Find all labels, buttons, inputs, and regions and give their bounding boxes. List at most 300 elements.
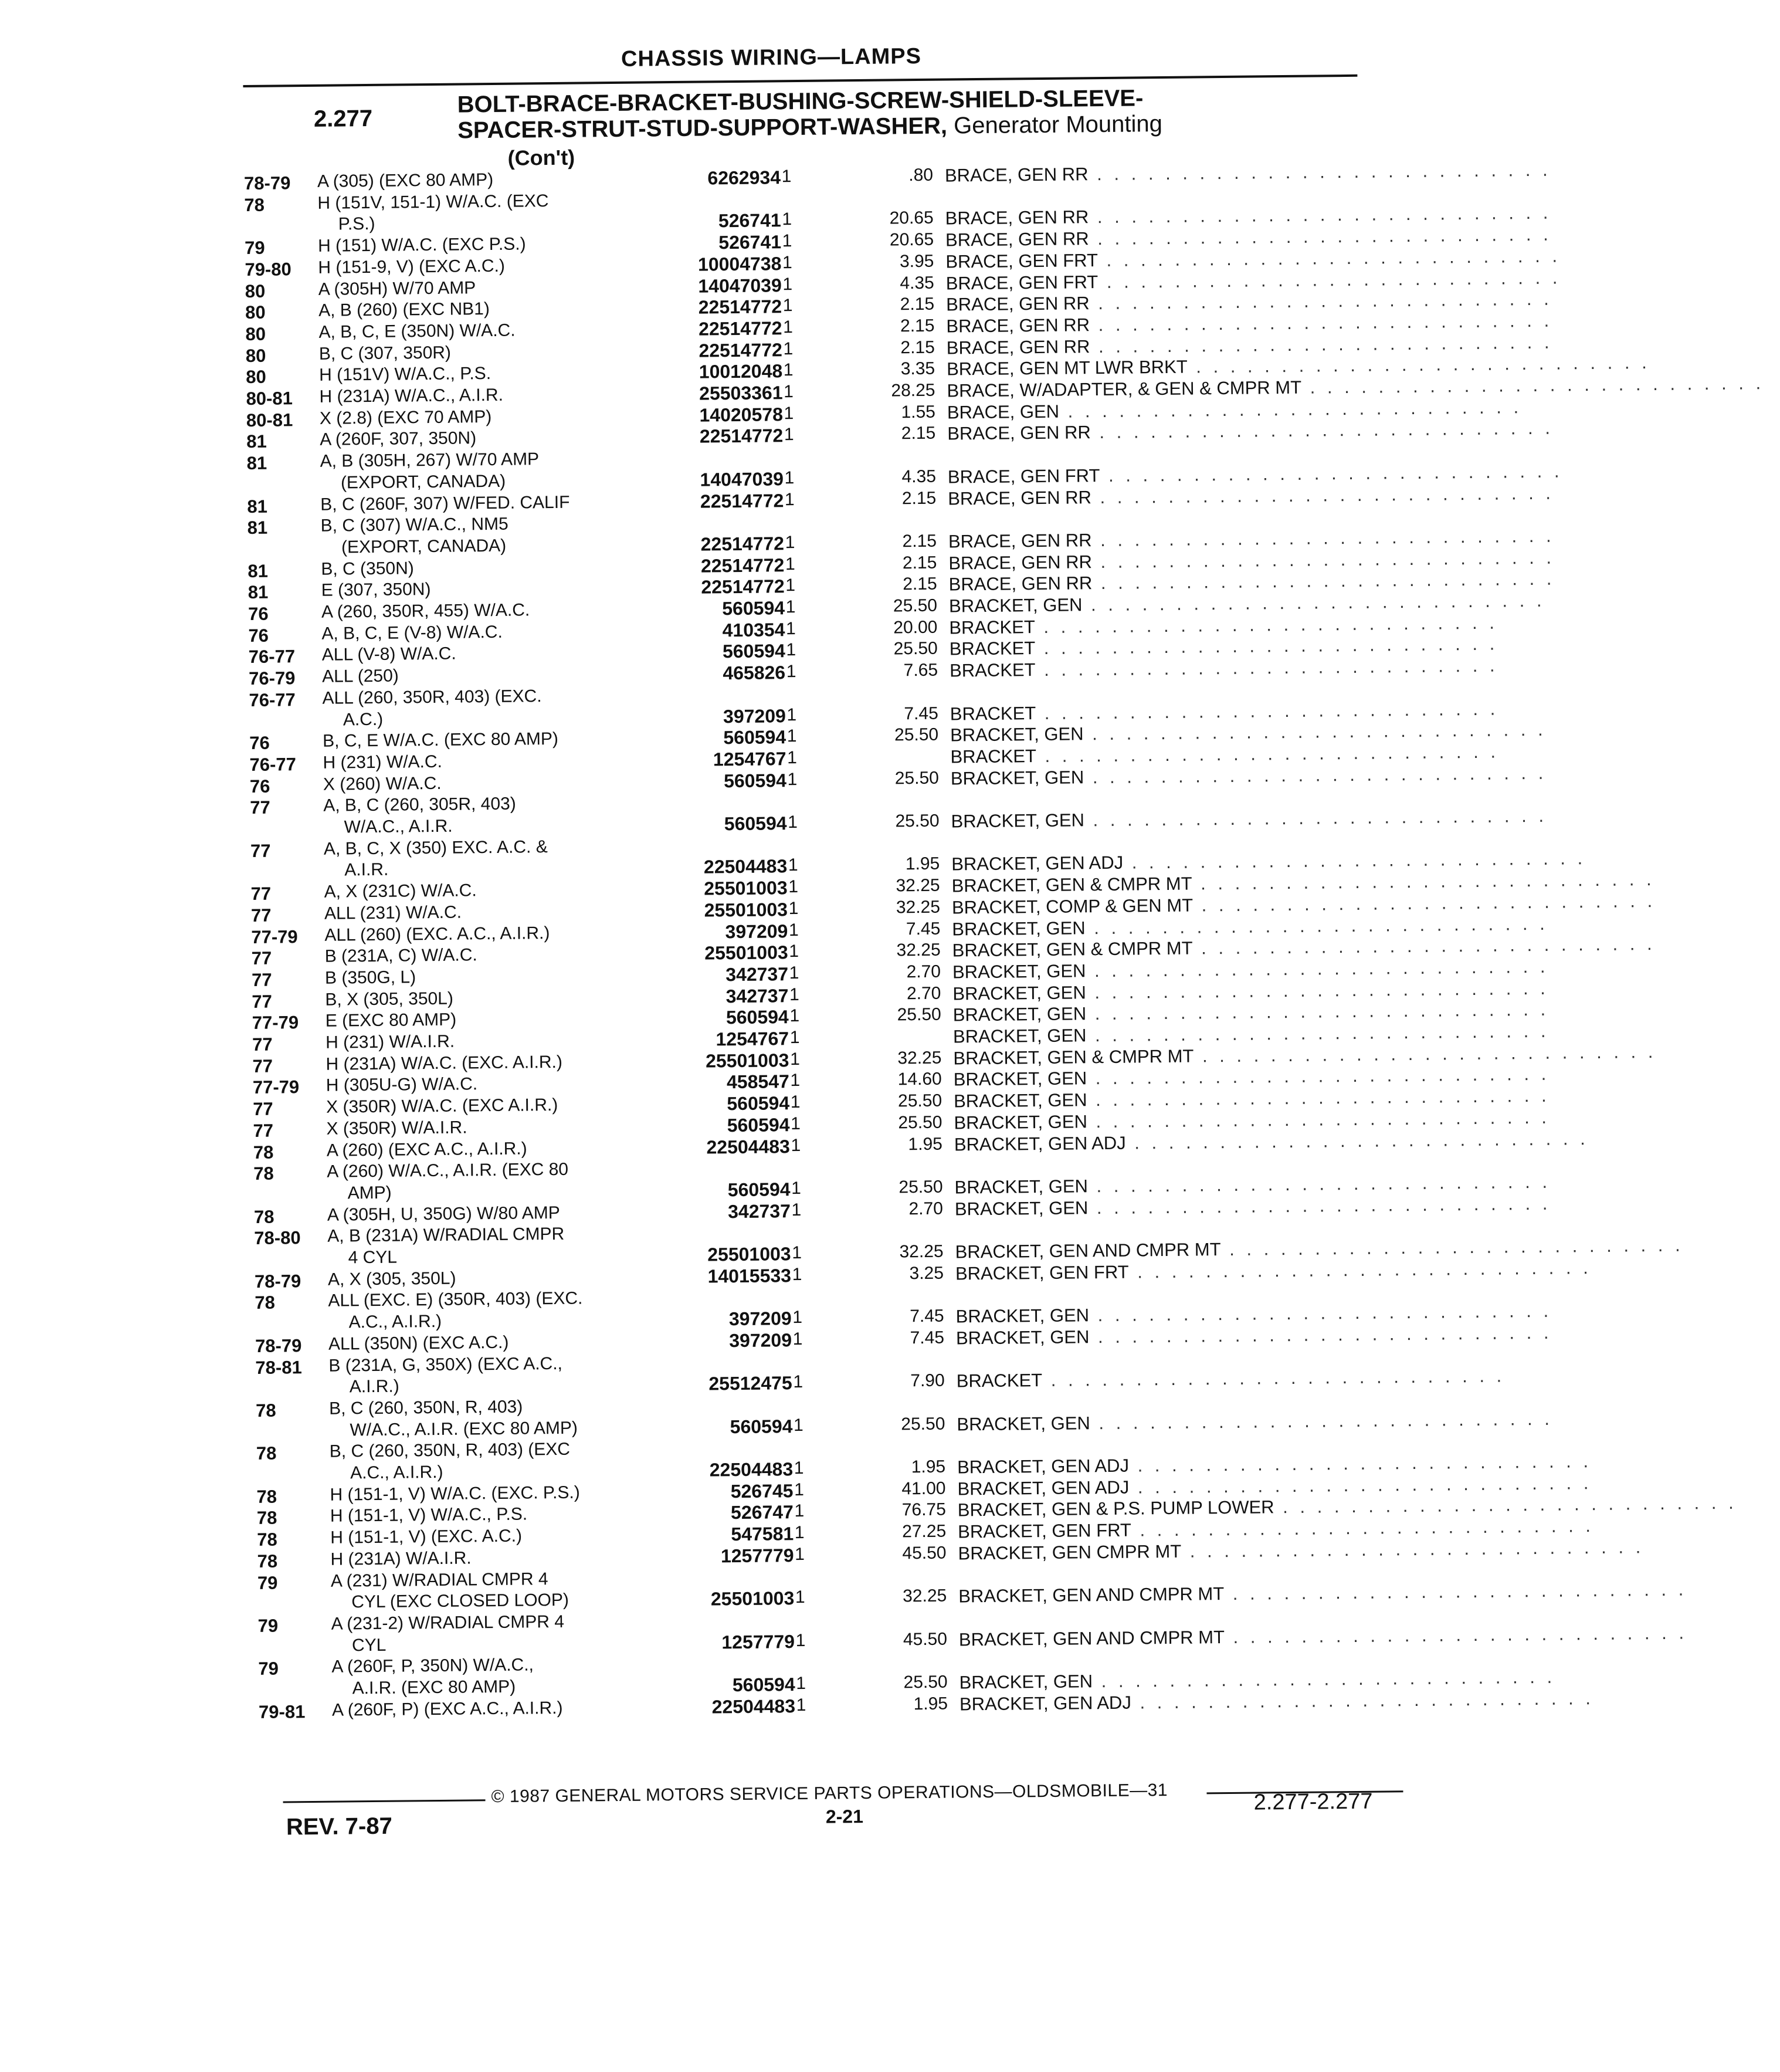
application-text: A, B (260) (EXC NB1) (318, 299, 490, 321)
application-text: B, C (260, 350N, R, 403) (EXC (329, 1440, 571, 1462)
part-number: 25501003 (707, 1243, 791, 1265)
application-text: B, C, E W/A.C. (EXC 80 AMP) (323, 729, 559, 751)
part-description-text: BRACE, GEN FRT (947, 465, 1100, 487)
price: 7.45 (910, 1328, 945, 1348)
part-description-text: BRACKET, GEN (959, 1671, 1093, 1693)
part-description (954, 1128, 1589, 1155)
model-year: 79-81 (258, 1701, 306, 1722)
model-year: 79-80 (245, 259, 291, 280)
model-year: 78 (253, 1206, 274, 1227)
quantity: 1 (788, 898, 799, 918)
part-description (958, 1515, 1595, 1543)
application-text: A.I.R. (EXC 80 AMP) (352, 1677, 516, 1698)
dot-leader: . . . . . . . . . . . . . . . . . . . . . . . . . . . (1129, 1472, 1592, 1498)
model-year: 78 (244, 194, 265, 215)
part-number: 342737 (725, 963, 789, 986)
application-text: A, B, C, E (350N) W/A.C. (318, 320, 516, 342)
part-description-text: BRACE, GEN RR (948, 551, 1093, 574)
quantity: 1 (789, 1006, 800, 1026)
part-description-text: BRACKET, GEN (955, 1326, 1090, 1349)
dot-leader: . . . . . . . . . . . . . . . . . . . . . . . . . . . (1089, 224, 1552, 249)
part-number: 560594 (722, 597, 785, 619)
section-title-line1: BOLT-BRACE-BRACKET-BUSHING-SCREW-SHIELD-SLEEVE- (457, 85, 1144, 118)
part-number: 25501003 (704, 877, 788, 899)
price: 32.25 (899, 1241, 944, 1262)
part-number: 22514772 (699, 425, 784, 447)
model-year: 78-79 (243, 172, 291, 194)
part-description (952, 999, 1550, 1026)
model-year: 78-80 (254, 1227, 301, 1249)
model-year: 78 (257, 1550, 278, 1572)
part-description-text: BRACKET, GEN CMPR MT (958, 1541, 1182, 1564)
price: 2.15 (901, 488, 937, 508)
price: 2.70 (906, 961, 941, 982)
part-description (952, 933, 1656, 961)
model-year: 77 (253, 1098, 273, 1120)
application-text: E (307, 350N) (321, 580, 431, 601)
part-description-text: BRACKET, GEN (953, 1089, 1087, 1112)
quantity: 1 (782, 209, 792, 229)
price: 2.15 (900, 294, 935, 314)
model-year: 78 (255, 1292, 276, 1313)
quantity: 1 (795, 1544, 805, 1564)
part-description (947, 396, 1523, 423)
price: 3.25 (909, 1263, 944, 1283)
model-year: 77 (250, 883, 272, 905)
application-text: A.C.) (343, 709, 384, 729)
dot-leader: . . . . . . . . . . . . . . . . . . . . . . . . . . . (1086, 999, 1550, 1024)
price: 20.00 (893, 617, 938, 638)
model-year: 78 (256, 1443, 277, 1464)
application-text: ALL (V-8) W/A.C. (321, 644, 456, 665)
quantity: 1 (786, 726, 797, 746)
part-description-text: BRACKET, GEN & CMPR MT (953, 1045, 1194, 1069)
application-text: H (231) W/A.I.R. (325, 1031, 455, 1052)
application-text: ALL (260, 350R, 403) (EXC. (322, 686, 542, 708)
part-description (945, 224, 1552, 251)
quantity: 1 (784, 403, 794, 423)
model-year: 76-79 (249, 668, 296, 689)
part-number: 547581 (731, 1523, 794, 1545)
quantity: 1 (791, 1178, 802, 1198)
price: 25.50 (899, 1177, 943, 1197)
part-description-text: BRACKET (949, 638, 1036, 659)
application-text: B (350G, L) (324, 967, 416, 988)
part-number: 560594 (727, 1092, 790, 1115)
model-year: 81 (247, 517, 268, 539)
model-year: 77 (251, 969, 272, 990)
model-year: 79 (244, 237, 265, 259)
part-description-text: BRACKET (956, 1370, 1043, 1392)
part-number: 22504483 (706, 1135, 791, 1158)
dot-leader: . . . . . . . . . . . . . . . . . . . . . . . . . . . (1192, 869, 1655, 894)
model-year: 80 (246, 366, 266, 388)
part-description (951, 869, 1655, 897)
part-number: 342737 (727, 1200, 791, 1222)
dot-leader: . . . . . . . . . . . . . . . . . . . . . . . . . . . (1035, 633, 1498, 659)
dot-leader: . . . . . . . . . . . . . . . . . . . . . . . . . . . (1128, 1257, 1592, 1282)
part-number: 1254767 (713, 748, 786, 770)
model-year: 77 (252, 991, 273, 1012)
price: 7.45 (910, 1306, 944, 1326)
application-text: H (151-1, V) W/A.C. (EXC. P.S.) (330, 1482, 580, 1505)
dot-leader: . . . . . . . . . . . . . . . . . . . . . . . . . . . (1089, 202, 1552, 228)
quantity: 1 (789, 963, 799, 983)
application-text: A (260F, 307, 350N) (320, 428, 477, 450)
part-number: 560594 (723, 726, 786, 749)
application-text: X (2.8) (EXC 70 AMP) (319, 407, 492, 428)
dot-leader: . . . . . . . . . . . . . . . . . . . . . . . . . . . (1092, 568, 1555, 594)
part-description-text: BRACKET, GEN (952, 981, 1086, 1004)
quantity: 1 (784, 468, 795, 488)
part-description-text: BRACKET, GEN (948, 594, 1083, 617)
price: 1.95 (911, 1457, 946, 1477)
dot-leader: . . . . . . . . . . . . . . . . . . . . . . . . . . . (1036, 698, 1499, 723)
dot-leader: . . . . . . . . . . . . . . . . . . . . . . . . . . . (1088, 1193, 1551, 1218)
part-description (946, 352, 1650, 380)
quantity: 1 (792, 1329, 803, 1349)
part-description (949, 612, 1498, 638)
dot-leader: . . . . . . . . . . . . . . . . . . . . . . . . . . . (1220, 1234, 1684, 1260)
model-year: 76-77 (248, 646, 296, 668)
quantity: 1 (794, 1523, 805, 1543)
quantity: 1 (785, 554, 795, 574)
quantity: 1 (796, 1673, 806, 1694)
application-text: B (231A, C) W/A.C. (324, 945, 477, 966)
dot-leader: . . . . . . . . . . . . . . . . . . . . . . . . . . . (1082, 590, 1545, 615)
application-text: H (151V, 151-1) W/A.C. (EXC (317, 191, 549, 213)
model-year: 77 (251, 947, 272, 969)
part-number: 25501003 (710, 1587, 795, 1610)
price: 2.15 (901, 424, 936, 443)
part-number: 14047039 (700, 468, 784, 490)
dot-leader: . . . . . . . . . . . . . . . . . . . . . . . . . . . (1086, 1020, 1550, 1046)
part-number: 397209 (725, 920, 788, 942)
application-text: A (260) (EXC A.C., A.I.R.) (326, 1138, 527, 1160)
dot-leader: . . . . . . . . . . . . . . . . . . . . . . . . . . . (1087, 1171, 1551, 1197)
part-description-text: BRACKET, GEN (954, 1197, 1089, 1220)
model-year: 76 (248, 625, 269, 646)
application-text: B, X (305, 350L) (325, 988, 454, 1010)
price: 2.70 (908, 1198, 944, 1218)
part-number: 560594 (732, 1674, 795, 1696)
price: 25.50 (894, 724, 939, 745)
price: 1.95 (905, 854, 940, 874)
application-text: A, X (231C) W/A.C. (324, 881, 477, 902)
part-description (947, 373, 1765, 402)
part-number: 560594 (727, 1113, 790, 1136)
part-number: 22514772 (698, 317, 782, 340)
quantity: 1 (787, 769, 798, 789)
section-continued: (Con't) (507, 145, 575, 170)
part-number: 560594 (730, 1415, 793, 1437)
part-number: 22504483 (711, 1695, 796, 1718)
dot-leader: . . . . . . . . . . . . . . . . . . . . . . . . . . . (1090, 418, 1554, 443)
part-description-text: BRACKET, GEN (952, 1025, 1087, 1047)
dot-leader: . . . . . . . . . . . . . . . . . . . . . . . . . . . (1036, 741, 1500, 767)
model-year: 78 (256, 1486, 277, 1507)
quantity: 1 (781, 167, 792, 187)
part-description (958, 1536, 1645, 1564)
dot-leader: . . . . . . . . . . . . . . . . . . . . . . . . . . . (1089, 1300, 1552, 1326)
part-description-text: BRACE, GEN RR (946, 314, 1090, 337)
part-description (951, 890, 1656, 918)
part-description (950, 741, 1500, 767)
price: 45.50 (902, 1543, 947, 1563)
part-description-text: BRACKET, GEN ADJ (957, 1477, 1130, 1499)
dot-leader: . . . . . . . . . . . . . . . . . . . . . . . . . . . (1090, 1408, 1554, 1433)
application-text: P.S.) (338, 214, 375, 234)
part-description (950, 698, 1499, 724)
part-description (957, 1492, 1737, 1521)
part-description (945, 245, 1561, 272)
model-year: 77-79 (252, 1076, 300, 1098)
price: 32.25 (903, 1586, 947, 1606)
quantity: 1 (795, 1630, 806, 1650)
part-description (950, 719, 1547, 746)
application-text: E (EXC 80 AMP) (325, 1010, 457, 1031)
part-description-text: BRACKET, GEN (951, 810, 1085, 832)
price: 2.70 (906, 983, 941, 1003)
part-description (948, 568, 1555, 595)
application-text: A.I.R. (344, 860, 389, 880)
part-description (952, 956, 1549, 983)
application-text: A, B, C (260, 305R, 403) (323, 794, 516, 816)
part-description (958, 1579, 1687, 1607)
part-number: 22514772 (699, 338, 783, 361)
dot-leader: . . . . . . . . . . . . . . . . . . . . . . . . . . . (1125, 1128, 1589, 1153)
dot-leader: . . . . . . . . . . . . . . . . . . . . . . . . . . . (1194, 1041, 1657, 1067)
application-text: ALL (250) (321, 666, 399, 686)
part-number: 25501003 (705, 1049, 789, 1072)
quantity: 1 (784, 425, 794, 445)
part-number: 25512475 (708, 1372, 792, 1394)
model-year: 77 (253, 1120, 274, 1141)
part-description-text: BRACKET (950, 702, 1036, 724)
application-text: H (151-1, V) W/A.C., P.S. (330, 1504, 528, 1526)
quantity: 1 (790, 1113, 801, 1133)
quantity: 1 (791, 1135, 801, 1155)
application-text: A (231-2) W/RADIAL CMPR 4 (331, 1611, 565, 1634)
price: 7.90 (910, 1370, 945, 1391)
part-description (955, 1322, 1552, 1349)
quantity: 1 (794, 1458, 804, 1478)
part-number: 526745 (730, 1479, 794, 1502)
model-year: 77 (250, 840, 271, 861)
price: 3.95 (899, 251, 934, 272)
part-description (954, 1106, 1551, 1133)
price: 27.25 (901, 1521, 947, 1542)
application-text: H (151) W/A.C. (EXC P.S.) (317, 234, 526, 256)
price: 2.15 (902, 531, 937, 551)
part-description-text: BRACE, GEN FRT (945, 271, 1098, 294)
part-description (957, 1472, 1592, 1499)
part-description (948, 482, 1555, 509)
model-year: 77 (252, 1055, 273, 1076)
application-text: A (231) W/RADIAL CMPR 4 (330, 1569, 548, 1591)
quantity: 1 (789, 942, 799, 961)
model-year: 81 (247, 560, 269, 581)
quantity: 1 (786, 662, 796, 682)
dot-leader: . . . . . . . . . . . . . . . . . . . . . . . . . . . (1089, 310, 1553, 336)
part-number: 526741 (718, 231, 782, 253)
part-description (955, 1257, 1592, 1284)
model-year: 78 (253, 1142, 274, 1163)
part-description-text: BRACE, GEN (947, 401, 1060, 423)
part-description-text: BRACKET, GEN & CMPR MT (952, 937, 1193, 961)
part-description-text: BRACKET, GEN (952, 917, 1086, 940)
price: 32.25 (896, 875, 940, 896)
part-description (949, 655, 1498, 682)
part-description-text: BRACKET, COMP & GEN MT (951, 895, 1194, 918)
part-description (959, 1687, 1595, 1715)
price: 25.50 (897, 1091, 942, 1111)
application-text: A.C., A.I.R.) (350, 1462, 443, 1483)
application-text: 4 CYL (348, 1247, 398, 1268)
part-number: 458547 (726, 1071, 789, 1093)
part-description-text: BRACKET, GEN (953, 1068, 1087, 1090)
part-description (954, 1171, 1551, 1198)
quantity: 1 (787, 747, 798, 768)
part-description (950, 762, 1547, 789)
model-year: 81 (247, 581, 269, 603)
dot-leader: . . . . . . . . . . . . . . . . . . . . . . . . . . . (1131, 1687, 1595, 1713)
application-text: ALL (260) (EXC. A.C., A.I.R.) (324, 923, 550, 945)
section-number: 2.277 (313, 105, 373, 132)
part-description-text: BRACKET, GEN ADJ (951, 852, 1124, 875)
dot-leader: . . . . . . . . . . . . . . . . . . . . . . . . . . . (1274, 1492, 1737, 1518)
part-description-text: BRACKET, GEN (955, 1305, 1090, 1327)
application-text: A (305H, U, 350G) W/80 AMP (327, 1203, 560, 1225)
dot-leader: . . . . . . . . . . . . . . . . . . . . . . . . . . . (1128, 1451, 1592, 1476)
section-title (457, 85, 1163, 144)
dot-leader: . . . . . . . . . . . . . . . . . . . . . . . . . . . (1087, 1085, 1550, 1111)
part-number: 465826 (723, 662, 786, 684)
quantity: 1 (792, 1242, 802, 1263)
section-title-line2-suffix: Generator Mounting (953, 111, 1163, 139)
part-description-text: BRACKET, GEN (950, 723, 1084, 746)
part-number: 526741 (718, 209, 781, 232)
price: 25.50 (901, 1414, 945, 1434)
part-description-text: BRACE, GEN RR (945, 293, 1090, 315)
part-number: 25503361 (699, 382, 783, 404)
part-description-text: BRACKET, GEN (954, 1176, 1089, 1198)
part-description (957, 1451, 1592, 1478)
quantity: 1 (782, 296, 793, 316)
price: 32.25 (897, 1048, 942, 1068)
part-description (951, 848, 1586, 875)
part-number: 397209 (728, 1308, 792, 1330)
price: 25.50 (894, 768, 940, 788)
model-year: 78-81 (255, 1356, 302, 1378)
application-text: B, C (350N) (321, 558, 414, 579)
application-text: A, B (231A) W/RADIAL CMPR (327, 1224, 565, 1247)
copyright-line: © 1987 GENERAL MOTORS SERVICE PARTS OPERATIONS—OLDSMOBILE—31 (491, 1780, 1168, 1807)
price: 32.25 (896, 940, 941, 960)
model-year: 80 (245, 280, 266, 302)
dot-leader: . . . . . . . . . . . . . . . . . . . . . . . . . . . (1035, 612, 1498, 637)
part-description (949, 633, 1498, 660)
quantity: 1 (792, 1264, 802, 1284)
application-text: H (151-1, V) (EXC. A.C.) (330, 1526, 523, 1548)
application-text: H (151V) W/A.C., P.S. (319, 364, 491, 385)
quantity: 1 (785, 597, 796, 617)
dot-leader: . . . . . . . . . . . . . . . . . . . . . . . . . . . (1087, 1064, 1550, 1089)
part-description-text: BRACKET, GEN FRT (955, 1261, 1129, 1284)
dot-leader: . . . . . . . . . . . . . . . . . . . . . . . . . . . (1086, 956, 1549, 981)
dot-leader: . . . . . . . . . . . . . . . . . . . . . . . . . . . (1035, 655, 1498, 680)
model-year: 81 (246, 431, 267, 452)
part-number: 1257779 (721, 1630, 795, 1653)
model-year: 80 (245, 345, 266, 366)
price: 7.65 (903, 660, 938, 680)
quantity: 1 (796, 1695, 806, 1715)
quantity: 1 (784, 489, 795, 509)
application-text: AMP) (347, 1183, 392, 1203)
dot-leader: . . . . . . . . . . . . . . . . . . . . . . . . . . . (1123, 848, 1586, 874)
model-year: 81 (246, 452, 267, 474)
quantity: 1 (786, 640, 796, 660)
application-text: B, C (307) W/A.C., NM5 (320, 514, 508, 536)
price: 45.50 (903, 1629, 948, 1649)
application-text: B (231A, G, 350X) (EXC A.C., (328, 1353, 563, 1376)
quantity: 1 (783, 360, 794, 380)
quantity: 1 (785, 532, 795, 553)
model-year: 80 (245, 323, 266, 344)
part-description-text: BRACE, W/ADAPTER, & GEN & CMPR MT (947, 377, 1302, 401)
price: 25.50 (893, 639, 938, 659)
part-description (948, 547, 1555, 574)
section-title-line2-main: SPACER-STRUT-STUD-SUPPORT-WASHER, (457, 113, 948, 144)
part-description (945, 202, 1552, 229)
part-description-text: BRACE, GEN RR (946, 336, 1090, 358)
part-description (959, 1666, 1556, 1693)
model-year: 77 (252, 1034, 273, 1055)
application-text: H (231) W/A.C. (323, 751, 443, 773)
part-description-text: BRACKET, GEN (952, 960, 1086, 983)
price: 32.25 (896, 897, 941, 917)
part-description-text: BRACE, GEN RR (945, 206, 1089, 229)
part-description (944, 159, 1551, 187)
model-year: 78 (257, 1529, 277, 1550)
quantity: 1 (785, 575, 796, 595)
part-number: 560594 (725, 1006, 789, 1028)
quantity: 1 (782, 274, 793, 294)
part-description-text: BRACKET (950, 746, 1037, 767)
application-text: H (305U-G) W/A.C. (326, 1074, 478, 1096)
application-text: ALL (350N) (EXC A.C.) (328, 1332, 509, 1354)
model-year: 80-81 (246, 409, 293, 431)
part-description-text: BRACKET, GEN FRT (958, 1519, 1132, 1542)
running-head: CHASSIS WIRING—LAMPS (621, 43, 922, 72)
dot-leader: . . . . . . . . . . . . . . . . . . . . . . . . . . . (1187, 352, 1650, 377)
dot-leader: . . . . . . . . . . . . . . . . . . . . . . . . . . . (1059, 396, 1523, 422)
part-description-text: BRACKET, GEN & CMPR MT (951, 873, 1192, 896)
price: 4.35 (901, 466, 937, 487)
model-year: 77-79 (251, 926, 298, 947)
dot-leader: . . . . . . . . . . . . . . . . . . . . . . . . . . . (1098, 266, 1561, 292)
part-description-text: BRACKET, GEN (957, 1412, 1090, 1435)
part-description (951, 805, 1548, 832)
model-year: 78 (256, 1507, 277, 1529)
application-text: A, B (305H, 267) W/70 AMP (320, 449, 540, 471)
part-description-text: BRACE, GEN RR (947, 422, 1091, 444)
quantity: 1 (786, 705, 797, 724)
price: 2.15 (900, 337, 935, 357)
model-year: 77 (250, 905, 272, 926)
model-year: 80 (245, 302, 266, 323)
part-description (957, 1408, 1554, 1435)
